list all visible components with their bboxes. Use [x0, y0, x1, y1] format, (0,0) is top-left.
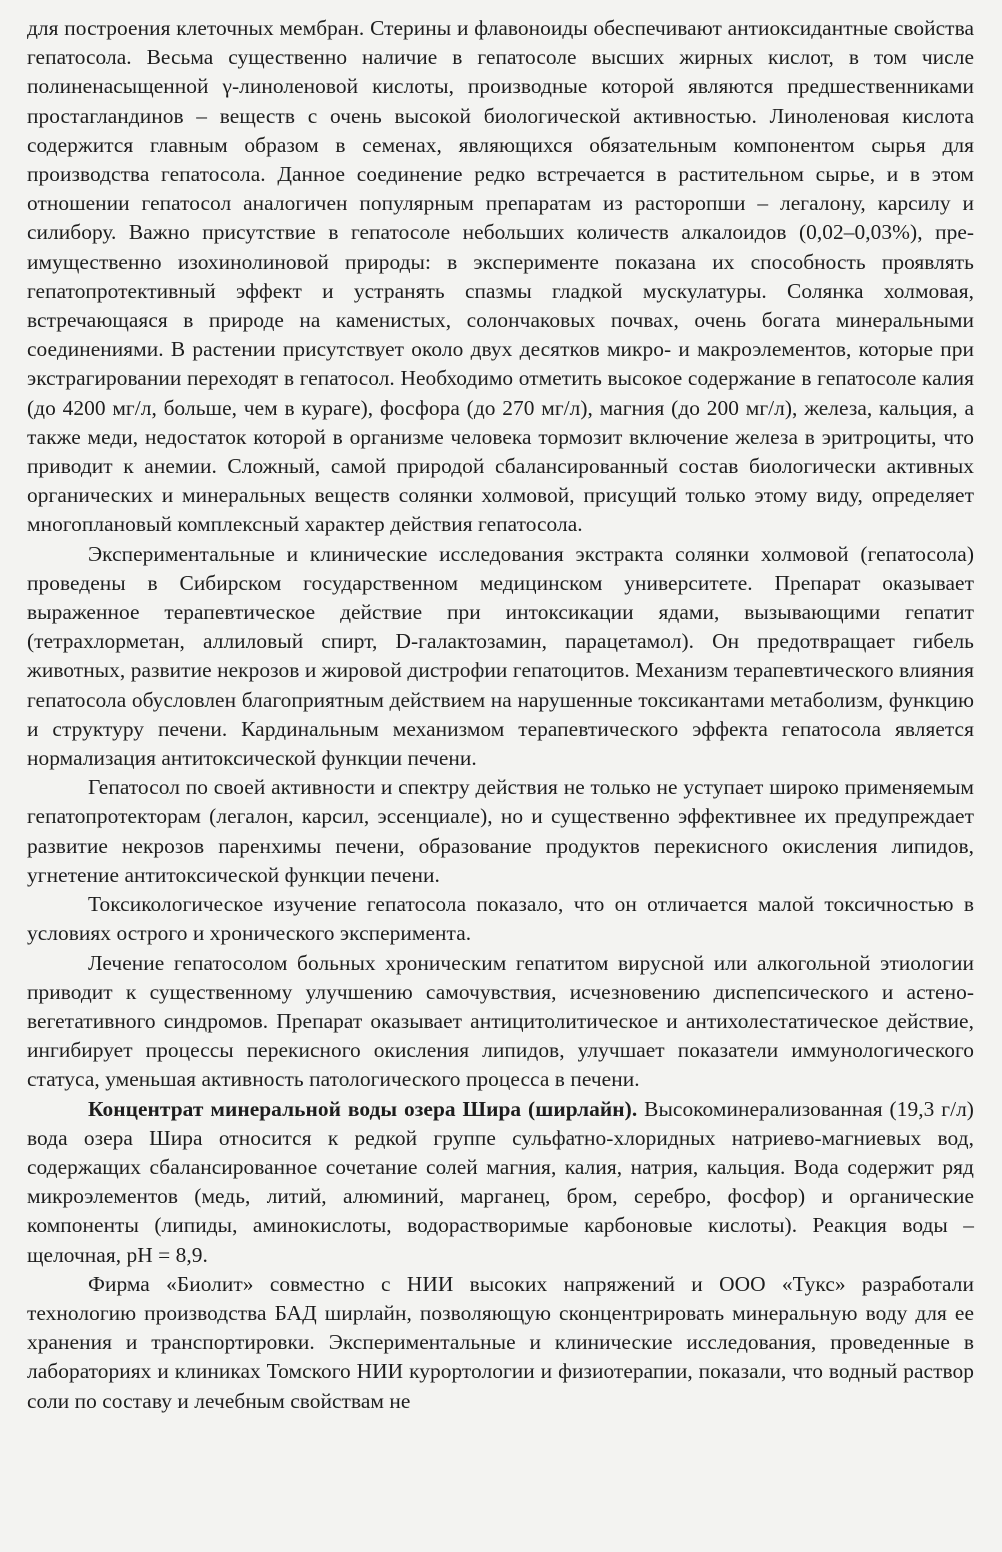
paragraph-biolit: Фирма «Биолит» совместно с НИИ высоких напряжений и ООО «Тукс» разработали технологию производства БАД ширлайн, позволяющую сконцентрировать минеральную воду для ее хранения и транспортировки. Экспериментальные и клинические исследования, проведенные в лабораториях и клиниках Томского НИИ курортологии и физиотерапии, показали, что водный раствор соли по составу и лечебным свойствам не: [27, 1271, 974, 1413]
paragraph-treatment: Лечение гепатосолом больных хроническим гепатитом вирусной или алкогольной этиологии приводит к существенному улучшению самочувствия, исчезновению диспепсического и астено-вегетативного синдромов. Препарат оказывает антицитолитическое и антихолестатическое действие, ингибирует процессы перекисного окисления липидов, улучшает показатели иммунологического статуса, уменьшая активность патологического процесса в печени.: [27, 950, 974, 1092]
paragraph-toxicology: Токсикологическое изучение гепатосола показало, что он отличается малой токсичностью в условиях острого и хронического эксперимента.: [27, 892, 974, 946]
section-heading: Концентрат минеральной воды озера Шира (ширлайн).: [88, 1096, 638, 1121]
paragraph-shira-body: Высокоминерализованная (19,3 г/л) вода озера Шира относится к редкой группе сульфатно-хлоридных натриево-магниевых вод, содержащих сбалансированное сочетание солей магния, калия, натрия, кальция. Вода содержит ряд микроэлементов (медь, литий, алюминий, марганец, бром, серебро, фосфор) и органические компоненты (липиды, аминокислоты, водорастворимые карбоновые кислоты). Реакция воды – щелочная, pH = 8,9.: [27, 1096, 974, 1267]
paragraph-shira-concentrate: [27, 1095, 974, 1270]
paragraph-research: Экспериментальные и клинические исследования экстракта солянки холмовой (гепатосола) проведены в Сибирском государственном медицинском университете. Препарат оказывает выраженное терапевтическое действие при интоксикации ядами, вызывающими гепатит (тетрахлорметан, аллиловый спирт, D-галактозамин, парацетамол). Он предотвращает гибель животных, развитие некрозов и жировой дистрофии гепатоцитов. Механизм терапевтического влияния гепатосола обусловлен благоприятным действием на нарушенные токсикантами метаболизм, функцию и структуру печени. Кардинальным механизмом терапевтического эффекта гепатосола является нормализация антитоксической функции печени.: [27, 541, 974, 771]
paragraph-membranes: для построения клеточных мембран. Стерины и флавоноиды обеспечивают антиоксидантные свойства гепатосола. Весьма существенно наличие в гепатосоле высших жирных кислот, в том числе полиненасыщенной γ-линоленовой кислоты, производные которой являются предшественниками простагландинов – веществ с очень высокой биологической активностью. Линоленовая кислота содержится главным образом в семенах, являющихся обязательным компонентом сырья для производства гепатосола. Данное соединение редко встречается в растительном сырье, и в этом отношении гепатосол аналогичен популярным препаратам из расторопши – легалону, карсилу и силибору. Важно присутствие в гепатосоле небольших количеств алкалоидов (0,02–0,03%), преимущественно изохинолиновой природы: в эксперименте показана их способность проявлять гепатопротективный эффект и устранять спазмы гладкой мускулатуры. Солянка холмовая, встречающаяся в природе на каменистых, солончаковых почвах, очень богата минеральными соединениями. В растении присутствует около двух десятков микро- и макроэлементов, которые при экстрагировании переходят в гепатосол. Необходимо отметить высокое содержание в гепатосоле калия (до 4200 мг/л, больше, чем в кураге), фосфора (до 270 мг/л), магния (до 200 мг/л), железа, кальция, а также меди, недостаток которой в организме человека тормозит включение железа в эритроциты, что приводит к анемии. Сложный, самой природой сбалансированный состав биологически активных органических и минеральных веществ солянки холмовой, присущий только этому виду, определяет многоплановый комплексный характер действия гепатосола.: [27, 16, 974, 537]
paragraph-comparison: Гепатосол по своей активности и спектру действия не только не уступает широко применяемым гепатопротекторам (легалон, карсил, эссенциале), но и существенно эффективнее их предупреждает развитие некрозов паренхимы печени, образование продуктов перекисного окисления липидов, угнетение антитоксической функции печени.: [27, 775, 974, 887]
